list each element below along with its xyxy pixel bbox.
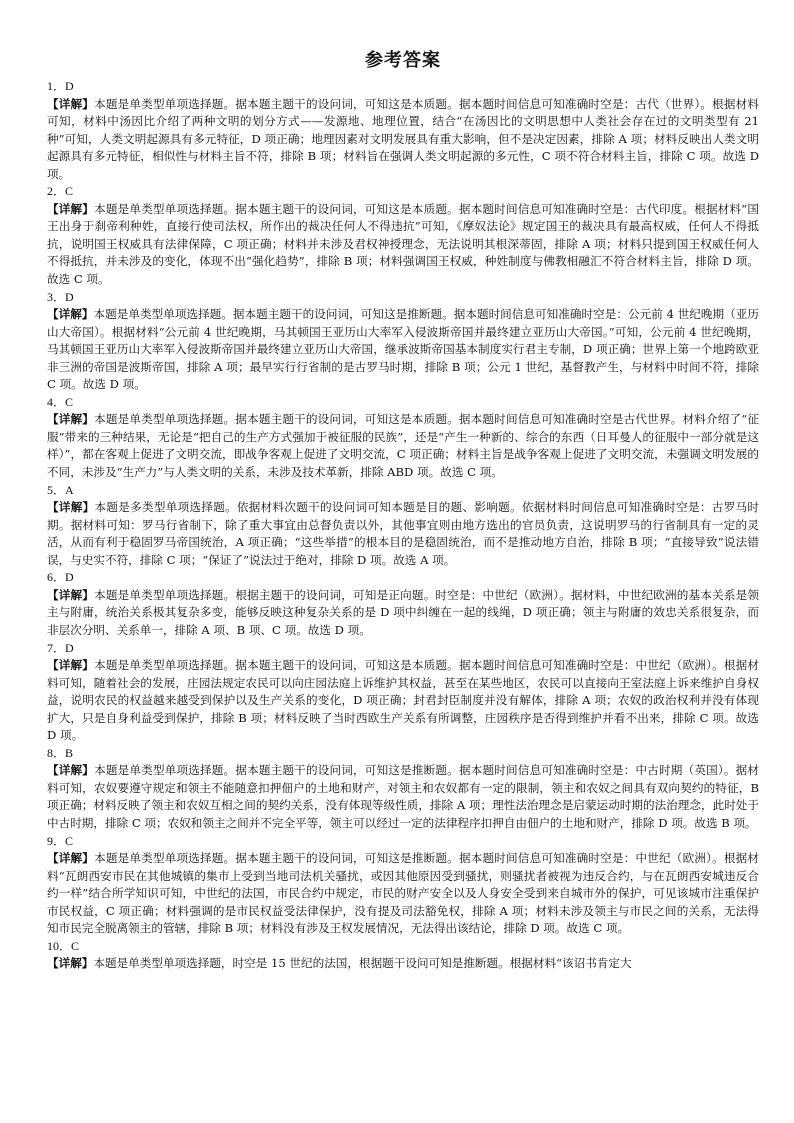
answer-explanation	[47, 850, 759, 938]
detail-tag: 【详解】	[47, 500, 95, 515]
answer-item	[47, 289, 759, 394]
explanation-text: 本题是单类型单项选择题。根据主题干的设问词，可知是正向题。时空是：中世纪（欧洲）。据材料，中世纪欧洲的基本关系是领主与附庸，统治关系极其复杂多变，能够反映这种复杂关系的是 D 项中纠缠在一起的线绳，D 项正确；领主与附庸的效忠关系很复杂，而非层次分明、关系单一，排除 A 项、B 项、C 项。故选 D 项。	[47, 587, 759, 637]
explanation-text: 本题是多类型单项选择题。依据材料次题干的设问词可知本题是目的题、影响题。依据材料时间信息可知准确时空是：古罗马时期。据材料可知：罗马行省制下，除了重大事宜由总督负责以外，其他事宜则由地方选出的官员负责，这说明罗马的行省制具有一定的灵活，从而有利于稳固罗马帝国统治，A 项正确；“这些举措”的根本目的是稳固统治，而不是推动地方自治，排除 B 项；“直接导致”说法错误，与史实不符，排除 C 项；“保证了”说法过于绝对，排除 D 项。故选 A 项。	[47, 500, 759, 567]
answer-list	[47, 78, 759, 973]
answer-explanation	[47, 306, 759, 394]
explanation-text: 本题是单类型单项选择题。据本题主题干的设问词，可知这是推断题。据本题时间信息可知准确时空是：中世纪（欧洲）。根据材料“瓦朗西安市民在其他城镇的集市上受到当地司法机关骚扰，或因其他原因受到骚扰，则骚扰者被视为违反合约，与在瓦朗西安城违反合约一样”结合所学知识可知，中世纪的法国，市民合约中规定，市民的财产安全以及人身安全受到来自城市外的保护，可见该城市注重保护市民权益，C 项正确；材料强调的是市民权益受法律保护，没有提及司法豁免权，排除 A 项；材料未涉及领主与市民之间的关系，无法得知市民完全脱离领主的管辖，排除 B 项；材料没有涉及王权发展情况，无法得出该结论，排除 D 项。故选 C 项。	[47, 851, 759, 936]
explanation-text: 本题是单类型单项选择题。据本题主题干的设问词，可知这是本质题。据本题时间信息可知准确时空是：中世纪（欧洲）。根据材料可知，随着社会的发展，庄园法规定农民可以向庄园法庭上诉维护其权益，甚至在某些地区，农民可以直接向王室法庭上诉来维护自身权益，说明农民的权益越来越受到保护以及生产关系的变化，D 项正确；封君封臣制度并没有解体，排除 A 项；农奴的政治权利并没有体现扩大，只是自身利益受到保护，排除 B 项；材料反映了当时西欧生产关系有所调整，庄园秩序是否得到维护并看不出来，排除 C 项。故选 D 项。	[47, 658, 759, 743]
answer-explanation	[47, 499, 759, 569]
detail-tag: 【详解】	[47, 201, 95, 216]
answer-item	[47, 745, 759, 833]
explanation-text: 本题是单类型单项选择题，时空是 15 世纪的法国，根据题干设问可知是推断题。根据材料“该诏书肯定大	[93, 956, 632, 971]
detail-tag: 【详解】	[47, 763, 95, 778]
explanation-text: 本题是单类型单项选择题。据本题主题干的设问词，可知这是本质题。据本题时间信息可知准确时空是古代世界。材料介绍了“征服”带来的三种结果，无论是“把自己的生产方式强加于被征服的民族”，还是“产生一种新的、综合的东西（日耳曼人的征服中一部分就是这样）”，都在客观上促进了文明交流，即战争客观上促进了文明交流，C 项正确；材料主旨是战争客观上促进了文明交流，未强调文明发展的不同，未涉及“生产力”与人类文明的关系，未涉及技术革新，排除 ABD 项。故选 C 项。	[47, 412, 759, 480]
page-title: 参考答案	[365, 50, 441, 71]
answer-number: 6．D	[47, 570, 74, 585]
answer-number: 2．C	[47, 184, 74, 199]
answer-explanation	[47, 762, 759, 832]
answer-explanation	[47, 657, 759, 745]
answer-item	[47, 394, 759, 482]
detail-tag: 【详解】	[47, 956, 94, 971]
answer-item	[47, 482, 759, 570]
answer-item	[47, 938, 759, 973]
answer-item	[47, 78, 759, 183]
detail-tag: 【详解】	[47, 851, 95, 866]
answer-number: 4．C	[47, 394, 74, 409]
answer-number: 9．C	[47, 833, 74, 848]
answer-explanation	[47, 587, 759, 640]
answer-explanation	[47, 955, 759, 973]
answer-number: 5．A	[47, 482, 74, 497]
detail-tag: 【详解】	[47, 412, 95, 427]
answer-explanation	[47, 411, 759, 481]
explanation-text: 本题是单类型单项选择题。据本题主题干的设问词，可知这是推断题。据本题时间信息可知准确时空是：中古时期（英国）。据材料可知，农奴要遵守规定和领主不能随意扣押佃户的土地和财产，对领主和农奴都有一定的限制，领主和农奴之间具有双向契约的特征，B 项正确；材料反映了领主和农奴互相之间的契约关系，没有体现等级性质，排除 A 项；理性法治理念是启蒙运动时期的法治理念，此时处于中古时期，排除 C 项；农奴和领主之间并不完全平等，领主可以经过一定的法律程序扣押自由佃户的土地和财产，排除 D 项。故选 B 项。	[47, 763, 759, 830]
answer-page	[47, 46, 759, 973]
answer-number: 8．B	[47, 745, 74, 760]
explanation-text: 本题是单类型单项选择题。据本题主题干的设问词，可知这是本质题。据本题时间信息可知准确时空是：古代（世界）。根据材料可知，材料中汤因比介绍了两种文明的划分方式——发源地、地理位置，结合“在汤因比的文明思想中人类社会存在过的文明类型有 21 种”可知，人类文明起源具有多元特征，D 项正确；地理因素对文明发展具有重大影响，但不是决定因素，排除 A 项；材料反映出人类文明起源具有多元特征，相似性与材料主旨不符，排除 B 项；材料旨在强调人类文明起源的多元性，C 项不符合材料主旨，排除 C 项。故选 D 项。	[47, 96, 759, 181]
answer-number: 10．C	[47, 938, 80, 953]
answer-item	[47, 183, 759, 288]
answer-explanation	[47, 96, 759, 184]
answer-number: 1．D	[47, 79, 74, 93]
answer-explanation	[47, 201, 759, 289]
answer-item	[47, 569, 759, 639]
detail-tag: 【详解】	[47, 658, 95, 673]
answer-number: 3．D	[47, 289, 74, 304]
answer-item	[47, 640, 759, 745]
detail-tag: 【详解】	[47, 587, 95, 602]
detail-tag: 【详解】	[47, 96, 95, 111]
explanation-text: 本题是单类型单项选择题。据本题主题干的设问词，可知这是推断题。据本题时间信息可知准确时空是：公元前 4 世纪晚期（亚历山大帝国）。根据材料“公元前 4 世纪晚期，马其顿国王亚历山大率军入侵波斯帝国并最终建立亚历山大帝国。”可知，公元前 4 世纪晚期，马其顿国王亚历山大率军入侵波斯帝国并最终建立亚历山大帝国，继承波斯帝国基本制度实行君主专制，D 项正确；世界上第一个地跨欧亚非三洲的帝国是波斯帝国，排除 A 项；最早实行行省制的是古罗马时期，排除 B 项；公元 1 世纪，基督教产生，与材料中时间不符，排除 C 项。故选 D 项。	[47, 307, 759, 392]
explanation-text: 本题是单类型单项选择题。据本题主题干的设问词，可知这是本质题。据本题时间信息可知准确时空是：古代印度。根据材料“国王出身于刹帝利种姓，直接行使司法权，所作出的裁决任何人不得违抗”可知，《摩奴法论》规定国王的裁决具有最高权威，任何人不得抵抗，说明国王权威具有法律保障，C 项正确；材料并未涉及君权神授理念，无法说明其根深蒂固，排除 A 项；材料只提到国王权威任何人不得抵抗，并未涉及的变化，体现不出“强化趋势”，排除 B 项；材料强调国王权威，种姓制度与佛教相融汇不符合材料主旨，排除 D 项。故选 C 项。	[47, 201, 759, 287]
detail-tag: 【详解】	[47, 307, 94, 322]
answer-item	[47, 833, 759, 938]
answer-number: 7．D	[47, 640, 74, 655]
